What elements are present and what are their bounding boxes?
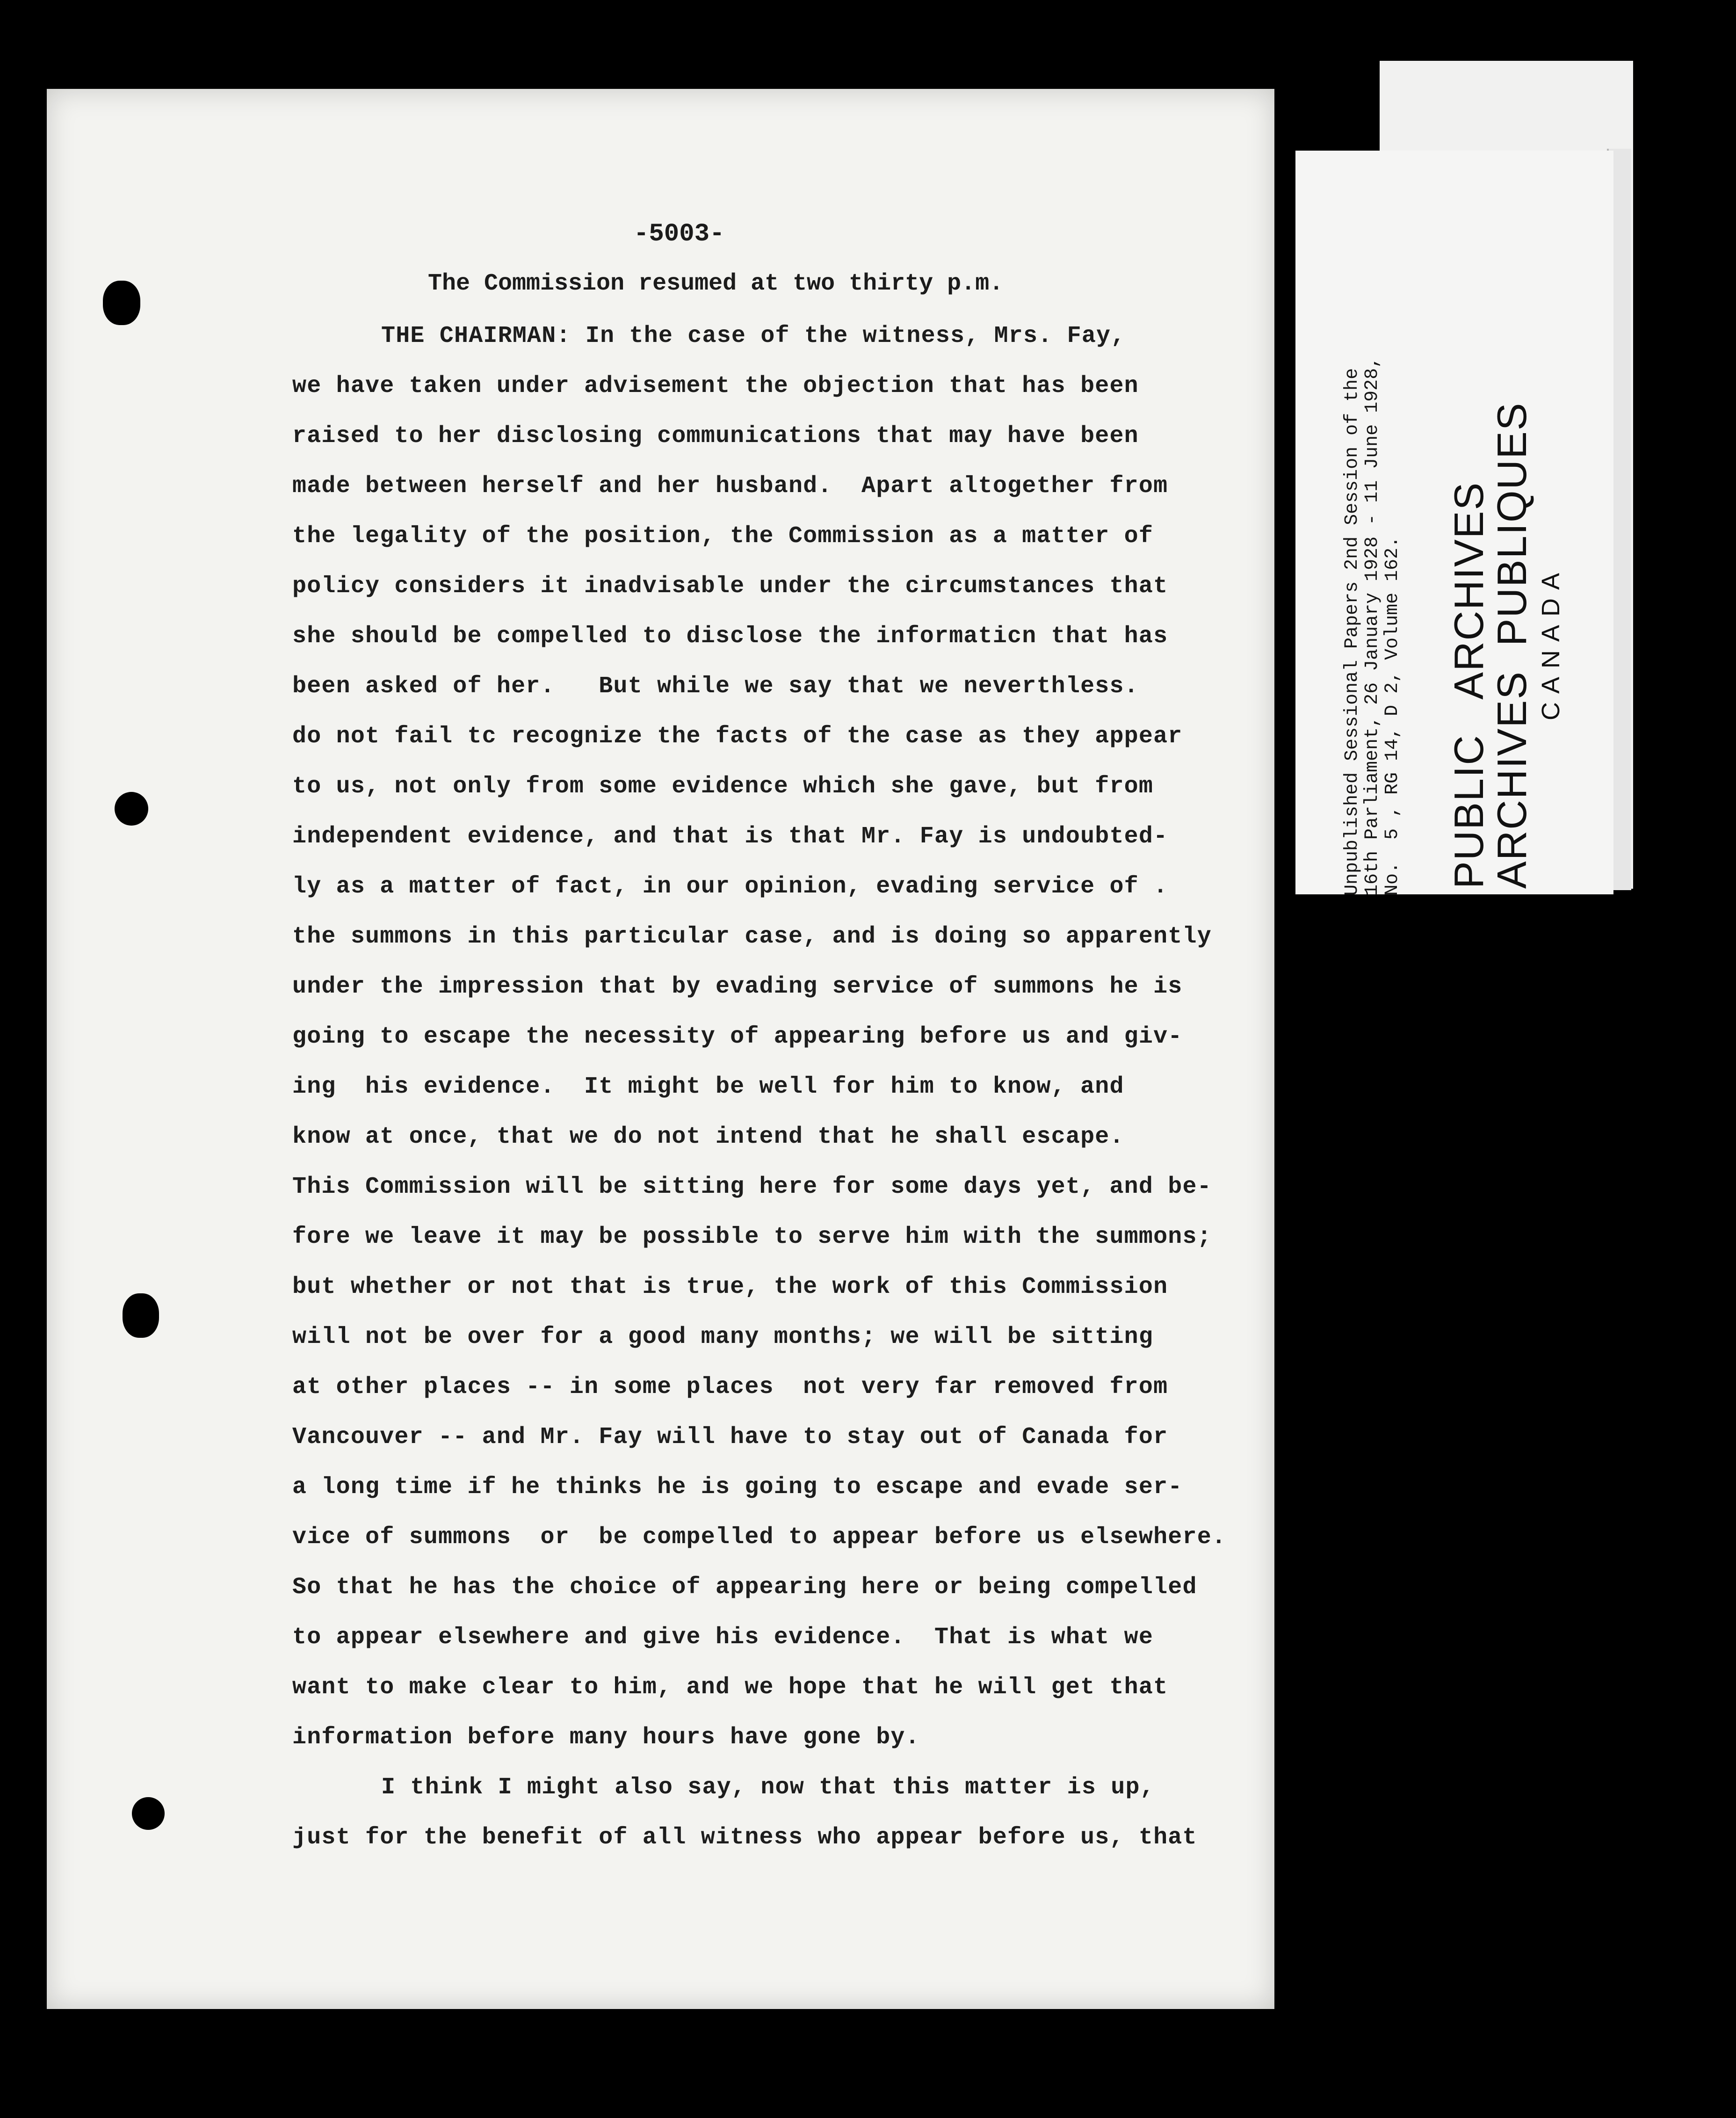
text-line: Vancouver -- and Mr. Fay will have to stay out of Canada for: [292, 1424, 1168, 1451]
text-line: I think I might also say, now that this matter is up,: [381, 1774, 1155, 1801]
session-opening-line: The Commission resumed at two thirty p.m.: [428, 270, 1004, 297]
text-line: So that he has the choice of appearing here or being compelled: [292, 1574, 1197, 1601]
text-line: ing his evidence. It might be well for him to know, and: [292, 1074, 1124, 1100]
text-line: know at once, that we do not intend that he shall escape.: [292, 1124, 1124, 1150]
text-line: ly as a matter of fact, in our opinion, evading service of .: [292, 873, 1168, 900]
text-line: under the impression that by evading service of summons he is: [292, 973, 1183, 1000]
binder-hole: [123, 1293, 159, 1338]
page-number: -5003-: [634, 220, 725, 248]
text-line: we have taken under advisement the objection that has been: [292, 373, 1139, 399]
binder-hole: [115, 792, 148, 826]
archives-line-french: ARCHIVES PUBLIQUES: [1489, 402, 1535, 889]
binder-hole: [132, 1797, 165, 1830]
reference-line: No. 5 , RG 14, D 2, Volume 162.: [1382, 536, 1403, 896]
reference-label: [1342, 157, 1403, 896]
text-line: fore we leave it may be possible to serve him with the summons;: [292, 1224, 1212, 1250]
text-line: do not fail tc recognize the facts of the case as they appear: [292, 723, 1183, 750]
text-line: she should be compelled to disclose the informaticn that has: [292, 623, 1168, 650]
text-line: the summons in this particular case, and is doing so apparently: [292, 923, 1212, 950]
text-line: but whether or not that is true, the work of this Commission: [292, 1274, 1168, 1300]
binder-hole: [103, 281, 140, 325]
text-line: independent evidence, and that is that Mr. Fay is undoubted-: [292, 823, 1168, 850]
text-line: policy considers it inadvisable under the circumstances that: [292, 573, 1168, 600]
text-line: at other places -- in some places not very far removed from: [292, 1374, 1168, 1400]
text-line: vice of summons or be compelled to appear before us elsewhere.: [292, 1524, 1227, 1551]
text-line: information before many hours have gone by.: [292, 1724, 920, 1751]
text-line: THE CHAIRMAN: In the case of the witness, Mrs. Fay,: [381, 323, 1126, 349]
text-line: to us, not only from some evidence which she gave, but from: [292, 773, 1154, 800]
text-line: This Commission will be sitting here for some days yet, and be-: [292, 1174, 1212, 1200]
text-line: just for the benefit of all witness who appear before us, that: [292, 1824, 1197, 1851]
text-line: going to escape the necessity of appearing before us and giv-: [292, 1023, 1183, 1050]
text-line: a long time if he thinks he is going to escape and evade ser-: [292, 1474, 1183, 1501]
archives-stamp: [1447, 187, 1568, 889]
reference-line: Unpublished Sessional Papers 2nd Session of the: [1342, 368, 1363, 896]
text-line: will not be over for a good many months; we will be sitting: [292, 1324, 1154, 1350]
text-line: been asked of her. But while we say that we neverthless.: [292, 673, 1139, 700]
text-line: the legality of the position, the Commission as a matter of: [292, 523, 1154, 550]
text-line: want to make clear to him, and we hope that he will get that: [292, 1674, 1168, 1701]
text-line: made between herself and her husband. Apart altogether from: [292, 473, 1168, 500]
archives-country: CANADA: [1537, 564, 1565, 720]
archives-line-english: PUBLIC ARCHIVES: [1446, 481, 1492, 889]
text-line: raised to her disclosing communications that may have been: [292, 423, 1139, 450]
reference-line: 16th Parliament, 26 January 1928 - 11 June 1928,: [1362, 356, 1383, 896]
text-line: to appear elsewhere and give his evidence. That is what we: [292, 1624, 1154, 1651]
